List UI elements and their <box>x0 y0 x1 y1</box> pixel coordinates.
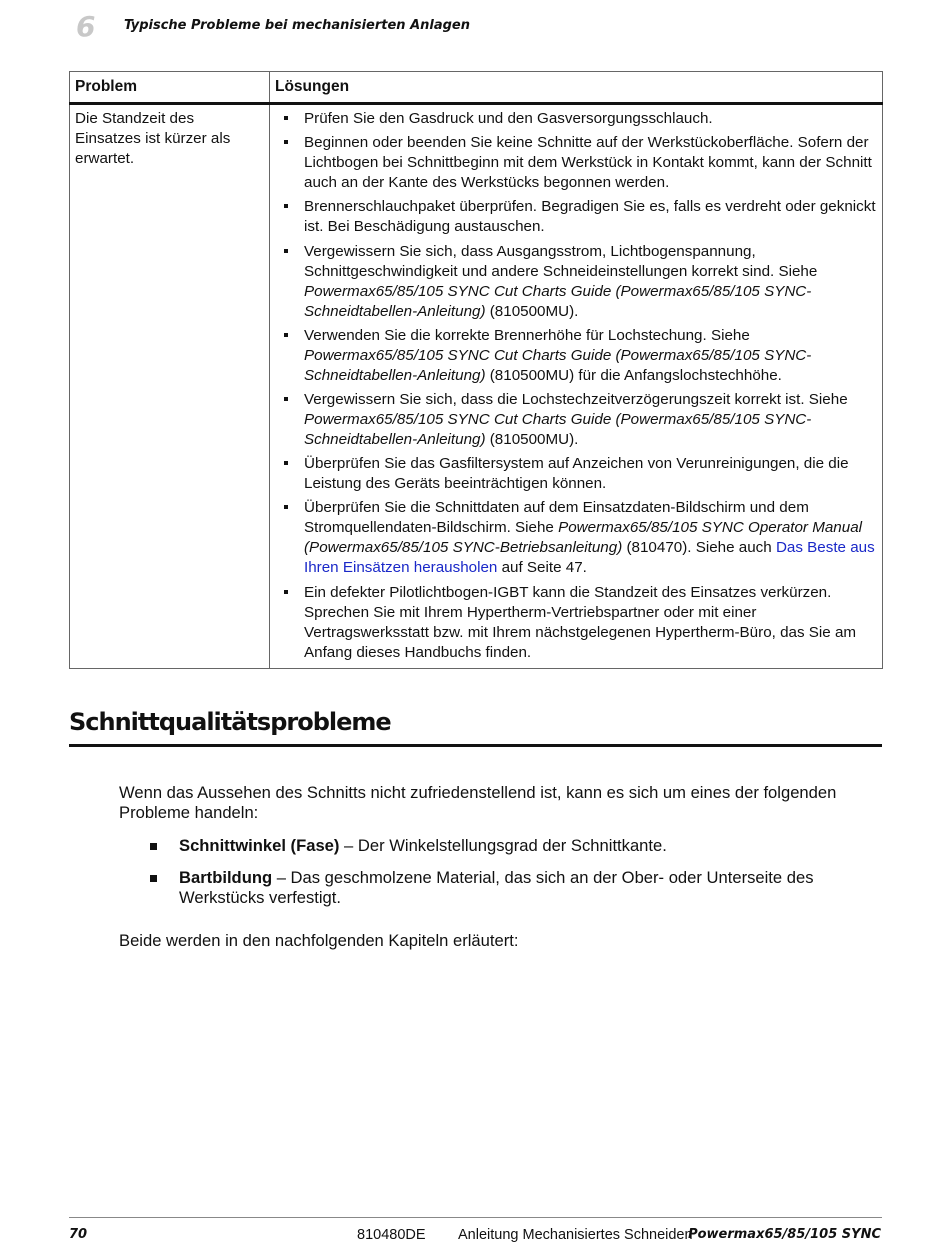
solutions-cell <box>270 104 883 669</box>
term-description: – Das geschmolzene Material, das sich an der Ober- oder Unterseite des Werkstücks verfestigt. <box>179 868 814 907</box>
manual-reference: Powermax65/85/105 SYNC Operator Manual (Powermax65/85/105 SYNC-Betriebsanleitung) <box>304 519 863 557</box>
manual-reference: Powermax65/85/105 SYNC Cut Charts Guide (Powermax65/85/105 SYNC-Schneidtabellen-Anleitung) <box>304 282 812 320</box>
list-item <box>275 326 876 386</box>
bullet-icon <box>284 204 288 208</box>
solution-text: Brennerschlauchpaket überprüfen. Begradigen Sie es, falls es verdreht oder geknickt ist. Bei Beschädigung austauschen. <box>304 198 876 236</box>
chapter-number: 6 <box>76 10 96 43</box>
quality-problem-list <box>119 836 884 920</box>
solution-text: Überprüfen Sie das Gasfiltersystem auf Anzeichen von Verunreinigungen, die die Leistung des Geräts beeinträchtigen können. <box>304 455 849 493</box>
term-description: – Der Winkelstellungsgrad der Schnittkante. <box>339 836 667 855</box>
solution-text: (810500MU). <box>485 430 579 448</box>
manual-reference: Powermax65/85/105 SYNC Cut Charts Guide (Powermax65/85/105 SYNC-Schneidtabellen-Anleitung) <box>304 346 812 384</box>
document-code: 810480DE <box>357 1227 426 1243</box>
solution-text: auf Seite 47. <box>497 559 587 577</box>
solution-text: Beginnen oder beenden Sie keine Schnitte auf der Werkstückoberfläche. Sofern der Lichtbogen bei Schnittbeginn mit dem Werkstück in Kontakt kommt, kann der Schnitt auch an der Kante des Werkstücks begonnen werden. <box>304 134 872 192</box>
page-number: 70 <box>69 1227 88 1242</box>
list-item <box>275 133 876 193</box>
chapter-title: Typische Probleme bei mechanisierten Anlagen <box>124 18 470 33</box>
section-divider <box>69 744 882 747</box>
footer-divider <box>69 1217 882 1218</box>
bullet-icon <box>284 505 288 509</box>
solution-text: Überprüfen Sie die Schnittdaten auf dem Einsatzdaten-Bildschirm und dem Stromquellendaten-Bildschirm. Siehe <box>304 499 809 537</box>
solution-text: Prüfen Sie den Gasdruck und den Gasversorgungsschlauch. <box>304 110 713 127</box>
term: Schnittwinkel (Fase) <box>179 836 340 855</box>
list-item <box>119 868 884 908</box>
bullet-icon <box>284 461 288 465</box>
bullet-icon <box>284 116 288 120</box>
list-item <box>119 836 884 856</box>
intro-paragraph: Wenn das Aussehen des Schnitts nicht zufriedenstellend ist, kann es sich um eines der folgenden Probleme handeln: <box>119 783 837 822</box>
solution-text: Verwenden Sie die korrekte Brennerhöhe für Lochstechung. Siehe <box>304 326 750 344</box>
section-title: Schnittqualitätsprobleme <box>69 708 391 736</box>
bullet-icon <box>284 333 288 337</box>
column-header-solutions: Lösungen <box>270 72 883 104</box>
manual-reference: Powermax65/85/105 SYNC Cut Charts Guide (Powermax65/85/105 SYNC-Schneidtabellen-Anleitung) <box>304 410 812 448</box>
solution-text: Ein defekter Pilotlichtbogen-IGBT kann die Standzeit des Einsatzes verkürzen. Sprechen Sie mit Ihrem Hypertherm-Vertriebspartner oder mit einer Vertragswerksstatt bzw. mit Ihrem nächstgelegenen Hypertherm-Büro, das Sie am Anfang dieses Handbuchs finden. <box>304 583 857 661</box>
term: Bartbildung <box>179 868 273 887</box>
solution-text: Vergewissern Sie sich, dass Ausgangsstrom, Lichtbogenspannung, Schnittgeschwindigkeit und andere Schneideinstellungen korrekt sind. Siehe <box>304 242 818 280</box>
cross-reference-link[interactable]: Das Beste aus Ihren Einsätzen herausholen <box>304 539 875 577</box>
bullet-icon <box>284 397 288 401</box>
solution-text: Vergewissern Sie sich, dass die Lochstechzeitverzögerungszeit korrekt ist. Siehe <box>304 390 848 408</box>
outro-paragraph: Beide werden in den nachfolgenden Kapiteln erläutert: <box>119 931 519 950</box>
solution-text: (810500MU) für die Anfangslochstechhöhe. <box>485 366 782 384</box>
problem-table <box>69 71 883 669</box>
table-header-row <box>70 72 883 104</box>
list-item <box>275 242 876 322</box>
bullet-icon <box>150 843 157 850</box>
bullet-icon <box>150 875 157 882</box>
solution-text: (810470). Siehe auch <box>622 539 776 557</box>
list-item <box>275 109 876 129</box>
solution-text: (810500MU). <box>485 302 579 320</box>
solutions-list <box>275 109 876 663</box>
bullet-icon <box>284 140 288 144</box>
bullet-icon <box>284 590 288 594</box>
list-item <box>275 583 876 663</box>
column-header-problem: Problem <box>70 72 270 104</box>
product-name: Powermax65/85/105 SYNC <box>688 1227 881 1242</box>
list-item <box>275 390 876 450</box>
list-item <box>275 498 876 578</box>
bullet-icon <box>284 249 288 253</box>
list-item <box>275 197 876 237</box>
problem-cell: Die Standzeit des Einsatzes ist kürzer als erwartet. <box>70 104 270 669</box>
document-title: Anleitung Mechanisiertes Schneiden <box>458 1227 693 1243</box>
list-item <box>275 454 876 494</box>
table-row <box>70 104 883 669</box>
